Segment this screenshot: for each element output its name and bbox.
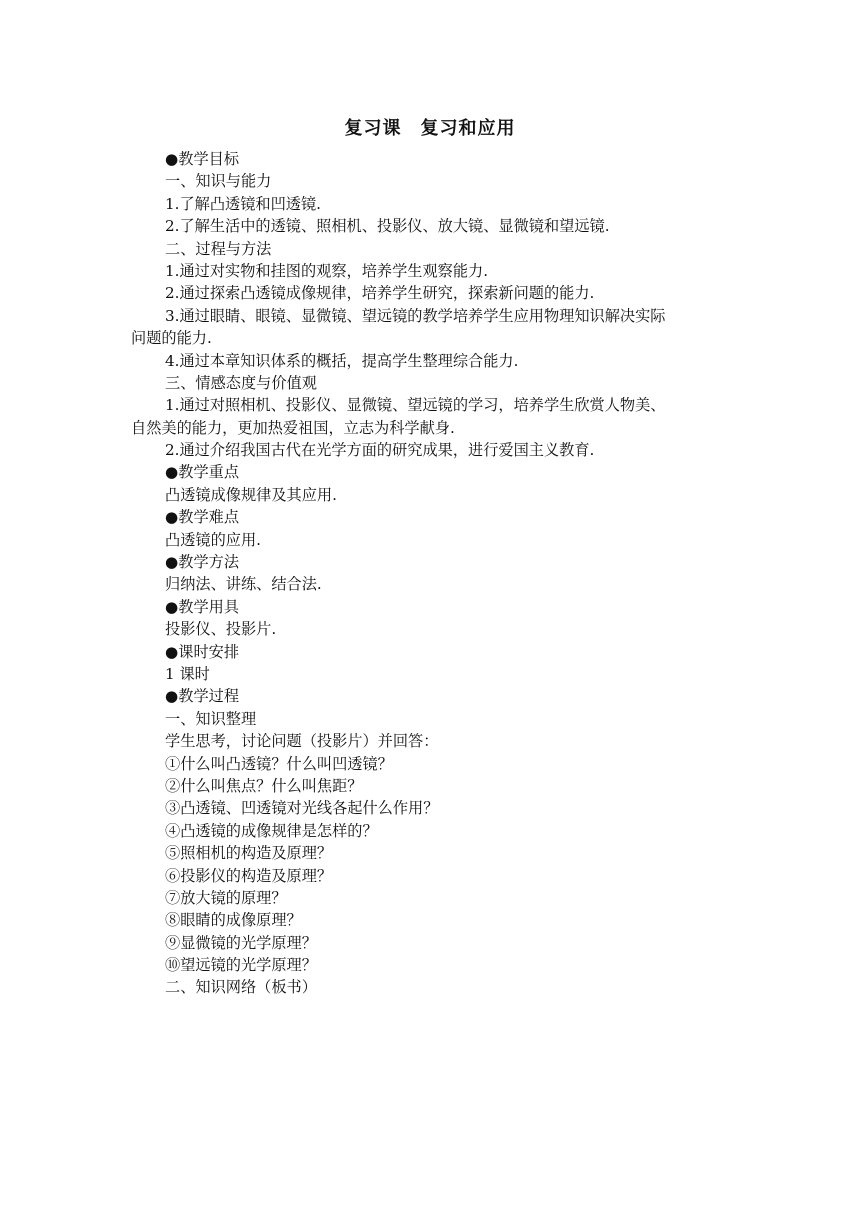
text-line: 三、情感态度与价值观 — [165, 373, 317, 392]
text-line: ④凸透镜的成像规律是怎样的？ — [165, 821, 378, 840]
text-line: ⑦放大镜的原理？ — [165, 888, 287, 907]
text-line: ②什么叫焦点？什么叫焦距？ — [165, 776, 363, 795]
text-line: 归纳法、讲练、结合法. — [165, 575, 322, 594]
text-line: 凸透镜成像规律及其应用. — [165, 485, 337, 504]
text-line: 投影仪、投影片. — [165, 620, 277, 639]
text-line: ⑤照相机的构造及原理？ — [165, 844, 333, 863]
text-line: 自然美的能力，更加热爱祖国，立志为科学献身. — [131, 418, 455, 437]
text-line: 1.通过对照相机、投影仪、显微镜、望远镜的学习，培养学生欣赏人物美、 — [165, 396, 666, 415]
text-line: 2.通过介绍我国古代在光学方面的研究成果，进行爱国主义教育. — [165, 441, 595, 460]
text-line: 1.通过对实物和挂图的观察，培养学生观察能力. — [165, 261, 489, 280]
text-line: 问题的能力. — [131, 329, 212, 348]
text-line: ⑧眼睛的成像原理？ — [165, 911, 302, 930]
document-body — [131, 148, 731, 999]
text-line: 2.了解生活中的透镜、照相机、投影仪、放大镜、显微镜和望远镜. — [165, 217, 610, 236]
text-line: 3.通过眼睛、眼镜、显微镜、望远镜的教学培养学生应用物理知识解决实际 — [165, 306, 666, 325]
text-line: ⑨显微镜的光学原理？ — [165, 933, 317, 952]
text-line: ●教学过程 — [165, 687, 240, 706]
text-line: ●教学难点 — [165, 508, 240, 527]
text-line: 1.了解凸透镜和凹透镜. — [165, 194, 322, 213]
text-line: ●课时安排 — [165, 642, 240, 661]
text-line: 二、知识网络（板书） — [165, 978, 317, 997]
text-line: ③凸透镜、凹透镜对光线各起什么作用？ — [165, 799, 439, 818]
text-line: 学生思考，讨论问题（投影片）并回答： — [165, 732, 439, 751]
text-line: 凸透镜的应用. — [165, 530, 261, 549]
text-line: 1 课时 — [165, 664, 210, 683]
text-line: ●教学用具 — [165, 597, 240, 616]
text-line: 二、过程与方法 — [165, 239, 272, 258]
text-line: 4.通过本章知识体系的概括，提高学生整理综合能力. — [165, 351, 519, 370]
text-line: 一、知识与能力 — [165, 172, 272, 191]
page-title: 复习课 复习和应用 — [344, 118, 516, 139]
text-line: ●教学目标 — [165, 150, 240, 168]
text-line: ⑥投影仪的构造及原理？ — [165, 866, 333, 885]
text-line: ●教学重点 — [165, 463, 240, 482]
text-line: ●教学方法 — [165, 553, 240, 572]
text-line: ⑩望远镜的光学原理？ — [165, 956, 317, 975]
text-line: ①什么叫凸透镜？什么叫凹透镜？ — [165, 754, 393, 773]
text-line: 一、知识整理 — [165, 709, 257, 728]
text-line: 2.通过探索凸透镜成像规律，培养学生研究，探索新问题的能力. — [165, 284, 595, 303]
